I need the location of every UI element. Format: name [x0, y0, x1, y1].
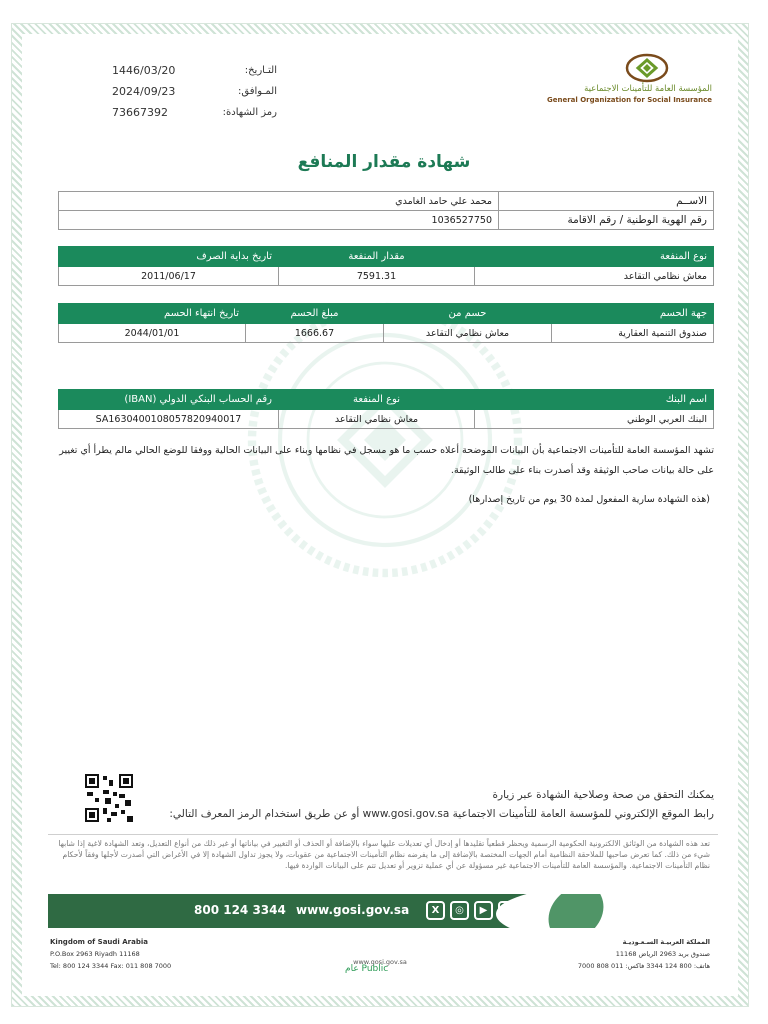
bank-header-benefit-type: نوع المنفعة [279, 390, 475, 410]
contact-website[interactable]: www.gosi.gov.sa [296, 903, 410, 917]
gosi-logo [546, 52, 712, 108]
gregorian-label: المـوافق: [238, 86, 277, 97]
deduction-header-end-date: تاريخ انتهاء الحسم [59, 304, 246, 324]
benefit-amount: 7591.31 [279, 267, 475, 286]
contact-phone[interactable]: 800 124 3344 [194, 903, 286, 917]
deduction-header-from: حسم من [384, 304, 552, 324]
footer-country-en: Kingdom of Saudi Arabia [50, 938, 148, 946]
code-label: رمز الشهادة: [222, 107, 277, 118]
deduction-entity: صندوق التنمية العقارية [552, 324, 714, 343]
benefit-table [58, 246, 714, 286]
footer-english [50, 936, 171, 972]
youtube-icon[interactable]: ▶ [474, 901, 493, 920]
footer-website[interactable]: www.gosi.gov.sa [353, 958, 407, 966]
bank-name: البنك العربي الوطني [475, 410, 714, 429]
certificate-meta [112, 60, 277, 123]
certificate-code: 73667392 [112, 106, 168, 119]
band-curve-decoration [496, 894, 716, 928]
name-label: الاســم [499, 192, 714, 211]
instagram-icon[interactable]: ◎ [450, 901, 469, 920]
benefit-header-amount: مقدار المنفعة [279, 247, 475, 267]
verification-line-2: رابط الموقع الإلكتروني للمؤسسة العامة للتأمينات الاجتماعية www.gosi.gov.sa أو عن طريق استخدام الرمز المعرف التالي: [169, 808, 714, 820]
qr-code-icon[interactable] [85, 774, 133, 822]
deduction-amount: 1666.67 [246, 324, 384, 343]
social-icons [426, 901, 517, 920]
deduction-header-entity: جهة الحسم [552, 304, 714, 324]
footer-po-ar: صندوق بريد 2963 الرياض 11168 [615, 950, 710, 958]
id-value: 1036527750 [59, 211, 499, 230]
benefit-header-start-date: تاريخ بداية الصرف [59, 247, 279, 267]
certification-statement: تشهد المؤسسة العامة للتأمينات الاجتماعية بأن البيانات الموضحة أعلاه حسب ما هو مسجل في نظامها وبناء على البيانات الحالية ووفقا للوضع الحالي مالم يطرأ أي تغيير على حالة بيانات صاحب الوثيقة وقد أصدرت بناء على طالب الوثيقة. [59, 445, 714, 476]
deduction-table [58, 303, 714, 343]
footer-po-en: P.O.Box 2963 Riyadh 11168 [50, 950, 140, 958]
benefit-type: معاش نظامي التقاعد [475, 267, 714, 286]
logo-english-text: General Organization for Social Insurance [546, 96, 712, 104]
x-icon[interactable]: X [426, 901, 445, 920]
classification-label: عام Public [345, 964, 389, 974]
bank-benefit-type: معاش نظامي التقاعد [279, 410, 475, 429]
bank-iban: SA1630400108057820940017 [59, 410, 279, 429]
footer-tel-ar: هاتف: 800 124 3344 فاكس: 011 808 7000 [577, 962, 710, 970]
verification-text [154, 786, 714, 824]
person-table [58, 191, 714, 230]
footer-country-ar: المملكة العربيـة السـعـوديـة [622, 938, 710, 946]
name-value: محمد علي حامد الغامدي [59, 192, 499, 211]
benefit-header-type: نوع المنفعة [475, 247, 714, 267]
bank-header-name: اسم البنك [475, 390, 714, 410]
contact-band [48, 894, 716, 928]
bank-header-iban: رقم الحساب البنكي الدولي (IBAN) [59, 390, 279, 410]
deduction-end-date: 2044/01/01 [59, 324, 246, 343]
deduction-header-amount: مبلغ الحسم [246, 304, 384, 324]
footer-tel-en: Tel: 800 124 3344 Fax: 011 808 7000 [50, 962, 172, 970]
page-title: شهادة مقدار المنافع [297, 152, 471, 172]
benefit-start-date: 2011/06/17 [59, 267, 279, 286]
gosi-emblem-icon [624, 52, 670, 84]
logo-arabic-text: المؤسسة العامة للتأمينات الاجتماعية [584, 84, 712, 94]
divider [48, 834, 718, 835]
deduction-from: معاش نظامي التقاعد [384, 324, 552, 343]
id-label: رقم الهوية الوطنية / رقم الاقامة [499, 211, 714, 230]
bank-table [58, 389, 714, 429]
date-label: التـاريخ: [244, 65, 277, 76]
validity-note: (هذه الشهادة سارية المفعول لمدة 30 يوم من تاريخ إصدارها) [468, 494, 710, 505]
verification-line-1: يمكنك التحقق من صحة وصلاحية الشهادة عبر زيارة [492, 789, 714, 801]
legal-disclaimer: تعد هذه الشهادة من الوثائق الالكترونية الحكومية الرسمية ويحظر قطعياً تقليدها أو إدخال أي تعديلات عليها سواء بالإضافة أو الحذف أو التغيير في بياناتها أو غير ذلك من أنواع التعديل، وتعد الشهادة لاغية إذا شابها شيء من ذلك. كما تعرض صاحبها للملاحقة النظامية أمام الجهات المختصة بالإضافة إلى ما يفرضه نظام التأمينات الاجتماعية من عقوبات، ولا يجوز تداول الشهادة إلا في الأغراض التي أصدرت لأجلها وفقاً لأحكام نظام التأمينات الاجتماعية. والمؤسسة العامة للتأمينات الاجتماعية غير مسؤولة عن أي عملية تزوير أو تعديل تتم على البيانات الواردة فيها. [58, 839, 710, 870]
linkedin-icon[interactable]: in [498, 901, 517, 920]
hijri-date: 1446/03/20 [112, 64, 176, 77]
footer-arabic [578, 936, 710, 972]
gregorian-date: 2024/09/23 [112, 85, 176, 98]
